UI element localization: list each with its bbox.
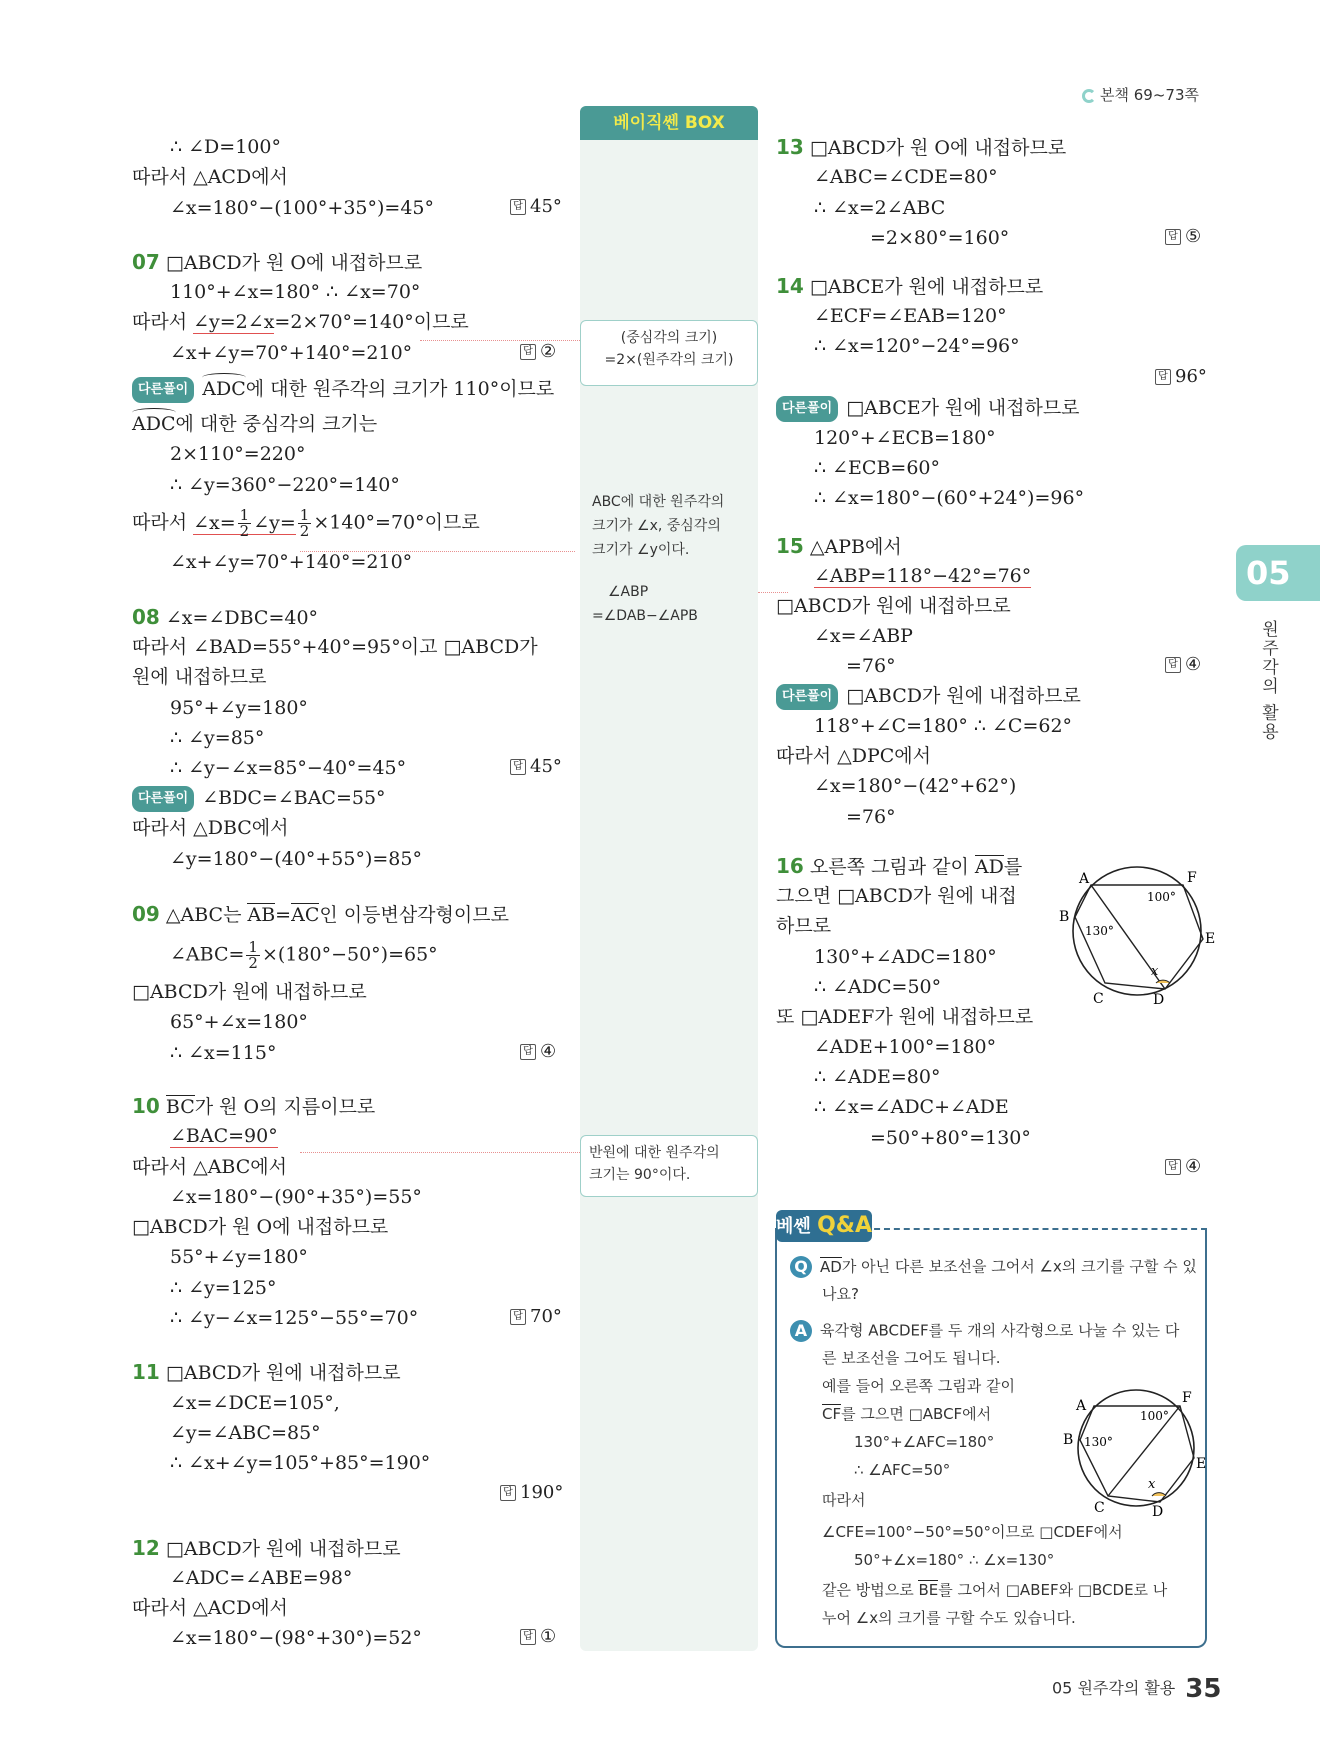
basic-box-title: 베이직쎈 BOX: [580, 106, 758, 140]
problem-12: 12 □ABCD가 원에 내접하므로: [132, 1536, 401, 1560]
answer: 답 ②: [520, 341, 556, 362]
solution-line: ∠x=∠ABP: [814, 625, 913, 647]
answer-icon: 답: [520, 1044, 536, 1060]
answer: 답 190°: [500, 1482, 563, 1503]
page-footer: 05 원주각의 활용 35: [1052, 1674, 1222, 1704]
note-connector: [758, 592, 788, 593]
solution-line: ∴ ∠ECB=60°: [814, 457, 941, 479]
note-abp: ∠ABP =∠DAB−∠APB: [592, 584, 698, 624]
solution-line: ∠ABC=∠CDE=80°: [814, 166, 998, 188]
solution-line: ∴ ∠y=85°: [170, 727, 265, 749]
solution-line: □ABCD가 원 O에 내접하므로: [132, 1216, 389, 1238]
solution-line: ∴ ∠x=115°: [170, 1042, 277, 1064]
solution-line: ∴ ∠x+∠y=105°+85°=190°: [170, 1452, 431, 1474]
answer: 답 ⑤: [1165, 226, 1201, 247]
answer-icon: 답: [510, 199, 526, 215]
answer: 답 ④: [520, 1041, 556, 1062]
qa-line: CF를 그으면 □ABCF에서: [822, 1405, 992, 1423]
solution-line: =2×80°=160°: [870, 227, 1010, 249]
chapter-tab: 05: [1236, 545, 1320, 601]
solution-line: ∠y=∠ABC=85°: [170, 1422, 321, 1444]
qa-fig-label-f: F: [1182, 1390, 1192, 1406]
solution-line: ∴ ∠x=∠ADC+∠ADE: [814, 1096, 1009, 1118]
problem-09: 09 △ABC는 AB=AC인 이등변삼각형이므로: [132, 902, 509, 926]
alt-solution: 다른풀이 ∠BDC=∠BAC=55°: [132, 786, 386, 812]
solution-line: ∴ ∠y=360°−220°=140°: [170, 474, 400, 496]
solution-line: ∠ADE+100°=180°: [814, 1036, 997, 1058]
fig-label-f: F: [1187, 870, 1197, 886]
problem-10: 10 BC가 원 O의 지름이므로: [132, 1094, 376, 1118]
qa-fig-label-b: B: [1063, 1432, 1074, 1448]
solution-line: 120°+∠ECB=180°: [814, 427, 996, 449]
solution-line: ∠x=∠DCE=105°,: [170, 1392, 340, 1414]
solution-line: ∠x+∠y=70°+140°=210°: [170, 342, 413, 364]
solution-line: 130°+∠ADC=180°: [814, 946, 997, 968]
solution-line: 따라서 △ABC에서: [132, 1156, 287, 1178]
page-number: 35: [1185, 1674, 1222, 1704]
alt-solution: 다른풀이 □ABCD가 원에 내접하므로: [776, 684, 1081, 710]
problem-08: 08 ∠x=∠DBC=40°: [132, 605, 319, 629]
answer-icon: 답: [1165, 229, 1181, 245]
solution-line: ∴ ∠y=125°: [170, 1277, 277, 1299]
qa-line: ∴ ∠AFC=50°: [854, 1461, 951, 1479]
solution-line: ∠BAC=90°: [170, 1125, 278, 1147]
solution-line: 95°+∠y=180°: [170, 697, 308, 719]
answer: 답 ④: [1165, 1156, 1201, 1177]
solution-line: ∠ADC=∠ABE=98°: [170, 1567, 353, 1589]
fig-label-c: C: [1093, 991, 1104, 1005]
qa-line: 따라서: [822, 1491, 866, 1509]
qa-line: 50°+∠x=180° ∴ ∠x=130°: [854, 1551, 1055, 1569]
answer-icon: 답: [1155, 369, 1171, 385]
problem-16: 16 오른쪽 그림과 같이 AD를: [776, 854, 1023, 878]
fig-label-e: E: [1205, 931, 1215, 947]
qa-fig-label-d: D: [1152, 1504, 1164, 1518]
fig-label-d: D: [1153, 992, 1165, 1005]
problem-15: 15 △APB에서: [776, 534, 902, 558]
fig-angle-100: 100°: [1147, 890, 1176, 904]
qa-fig-label-c: C: [1094, 1500, 1105, 1516]
solution-line: 65°+∠x=180°: [170, 1011, 308, 1033]
solution-line: 따라서 △DPC에서: [776, 745, 931, 767]
note-central-angle: (중심각의 크기) =2×(원주각의 크기): [580, 320, 758, 386]
alt-solution-tag: 다른풀이: [776, 396, 838, 422]
solution-line: ∴ ∠x=120°−24°=96°: [814, 335, 1020, 357]
alt-solution-tag: 다른풀이: [132, 377, 194, 403]
solution-line: ∠x=180°−(100°+35°)=45°: [170, 197, 435, 219]
answer: 답 ①: [520, 1626, 556, 1647]
solution-line: 그으면 □ABCD가 원에 내접: [776, 885, 1017, 907]
problem-13: 13 □ABCD가 원 O에 내접하므로: [776, 135, 1067, 159]
qa-hexagon-figure: [1058, 1378, 1208, 1518]
answer: 답 70°: [510, 1306, 562, 1327]
note-arc-angle: ABC에 대한 원주각의 크기가 ∠x, 중심각의 크기가 ∠y이다.: [592, 494, 725, 558]
alt-solution: 다른풀이 □ABCE가 원에 내접하므로: [776, 396, 1080, 422]
solution-line: ADC에 대한 중심각의 크기는: [132, 413, 378, 435]
solution-line: ∠x=180°−(98°+30°)=52°: [170, 1627, 422, 1649]
answer: 답 45°: [510, 756, 562, 777]
solution-line: 원에 내접하므로: [132, 666, 267, 688]
solution-line: 따라서 ∠BAD=55°+40°=95°이고 □ABCD가: [132, 636, 538, 658]
page-reference: 본책 69~73쪽: [1082, 84, 1199, 105]
answer-icon: 답: [1165, 657, 1181, 673]
qa-answer: A 육각형 ABCDEF를 두 개의 사각형으로 나눌 수 있는 다: [790, 1320, 1179, 1342]
solution-line: ∠ABP=118°−42°=76°: [814, 565, 1032, 587]
answer: 답 45°: [510, 196, 562, 217]
fig-label-b: B: [1059, 909, 1070, 925]
solution-line: 따라서 ∠x= $\frac{1}{2}$ ∠y= $\frac{1}{2}$ ×140°=70°이므로: [132, 506, 480, 540]
solution-line: 또 □ADEF가 원에 내접하므로: [776, 1006, 1034, 1028]
solution-line: ∴ ∠x=2∠ABC: [814, 197, 946, 219]
solution-line: ∴ ∠y−∠x=85°−40°=45°: [170, 757, 407, 779]
fig-label-a: A: [1079, 871, 1090, 887]
qa-line: 130°+∠AFC=180°: [854, 1433, 995, 1451]
solution-line: ∠ECF=∠EAB=120°: [814, 305, 1007, 327]
chapter-title: 원주각의 활용: [1258, 620, 1278, 742]
solution-line: 118°+∠C=180° ∴ ∠C=62°: [814, 715, 1073, 737]
solution-line: =76°: [846, 655, 896, 677]
solution-line: 110°+∠x=180° ∴ ∠x=70°: [170, 281, 421, 303]
qa-line: 른 보조선을 그어도 됩니다.: [822, 1349, 1001, 1367]
answer-icon: 답: [500, 1485, 516, 1501]
answer-letter-icon: A: [790, 1320, 812, 1342]
solution-line: ∠x+∠y=70°+140°=210°: [170, 551, 413, 573]
qa-fig-angle-130: 130°: [1084, 1435, 1113, 1449]
alt-solution-tag: 다른풀이: [776, 684, 838, 710]
fig-label-x: x: [1151, 964, 1159, 979]
answer-icon: 답: [510, 759, 526, 775]
alt-solution: 다른풀이 ADC에 대한 원주각의 크기가 110°이므로: [132, 377, 554, 403]
solution-line: □ABCD가 원에 내접하므로: [132, 981, 367, 1003]
solution-line: ∴ ∠ADE=80°: [814, 1066, 941, 1088]
hexagon-circle-figure: [1055, 855, 1215, 1005]
qa-fig-angle-100: 100°: [1140, 1409, 1169, 1423]
solution-line: ∠ABC= $\frac{1}{2}$ ×(180°−50°)=65°: [170, 938, 438, 972]
solution-line: ∴ ∠ADC=50°: [814, 976, 942, 998]
solution-line: 따라서 △ACD에서: [132, 166, 288, 188]
solution-line: 55°+∠y=180°: [170, 1246, 308, 1268]
solution-line: 2×110°=220°: [170, 443, 306, 465]
solution-line: ∠x=180°−(42°+62°): [814, 775, 1017, 797]
qa-line: 같은 방법으로 BE를 그어서 □ABEF와 □BCDE로 나: [822, 1581, 1168, 1599]
solution-line: 따라서 △DBC에서: [132, 817, 289, 839]
solution-line: ∠x=180°−(90°+35°)=55°: [170, 1186, 422, 1208]
answer-icon: 답: [520, 1629, 536, 1645]
solution-line: =76°: [846, 806, 896, 828]
answer: 답 ④: [1165, 654, 1201, 675]
solution-line: 따라서 ∠y=2∠x=2×70°=140°이므로: [132, 311, 469, 333]
qa-line: ∠CFE=100°−50°=50°이므로 □CDEF에서: [822, 1523, 1123, 1541]
solution-line: ∴ ∠y−∠x=125°−55°=70°: [170, 1307, 419, 1329]
qa-fig-label-x: x: [1148, 1477, 1156, 1492]
note-connector: [300, 1152, 580, 1153]
qa-question: Q AD가 아닌 다른 보조선을 그어서 ∠x의 크기를 구할 수 있: [790, 1256, 1197, 1278]
solution-line: 하므로: [776, 915, 832, 937]
qa-fig-label-e: E: [1196, 1456, 1207, 1472]
qa-line: 나요?: [822, 1285, 859, 1303]
qa-fig-label-a: A: [1076, 1398, 1087, 1414]
answer-icon: 답: [1165, 1159, 1181, 1175]
qa-line: 예를 들어 오른쪽 그림과 같이: [822, 1377, 1015, 1395]
solution-line: 따라서 △ACD에서: [132, 1597, 288, 1619]
solution-line: ∠y=180°−(40°+55°)=85°: [170, 848, 422, 870]
solution-line: □ABCD가 원에 내접하므로: [776, 595, 1011, 617]
answer: 답 96°: [1155, 366, 1207, 387]
answer-icon: 답: [520, 344, 536, 360]
solution-line: ∴ ∠x=180°−(60°+24°)=96°: [814, 487, 1085, 509]
alt-solution-tag: 다른풀이: [132, 786, 194, 812]
solution-line: ∴ ∠D=100°: [170, 136, 281, 158]
problem-11: 11 □ABCD가 원에 내접하므로: [132, 1360, 401, 1384]
note-semicircle: 반원에 대한 원주각의 크기는 90°이다.: [580, 1135, 758, 1197]
reference-icon: [1082, 89, 1096, 103]
problem-14: 14 □ABCE가 원에 내접하므로: [776, 274, 1044, 298]
qa-line: 누어 ∠x의 크기를 구할 수도 있습니다.: [822, 1609, 1076, 1627]
qa-title: 베쎈 Q&A: [776, 1210, 872, 1242]
problem-07: 07 □ABCD가 원 O에 내접하므로: [132, 250, 423, 274]
question-icon: Q: [790, 1256, 812, 1278]
solution-line: =50°+80°=130°: [870, 1127, 1031, 1149]
fig-angle-130: 130°: [1085, 924, 1114, 938]
answer-icon: 답: [510, 1309, 526, 1325]
